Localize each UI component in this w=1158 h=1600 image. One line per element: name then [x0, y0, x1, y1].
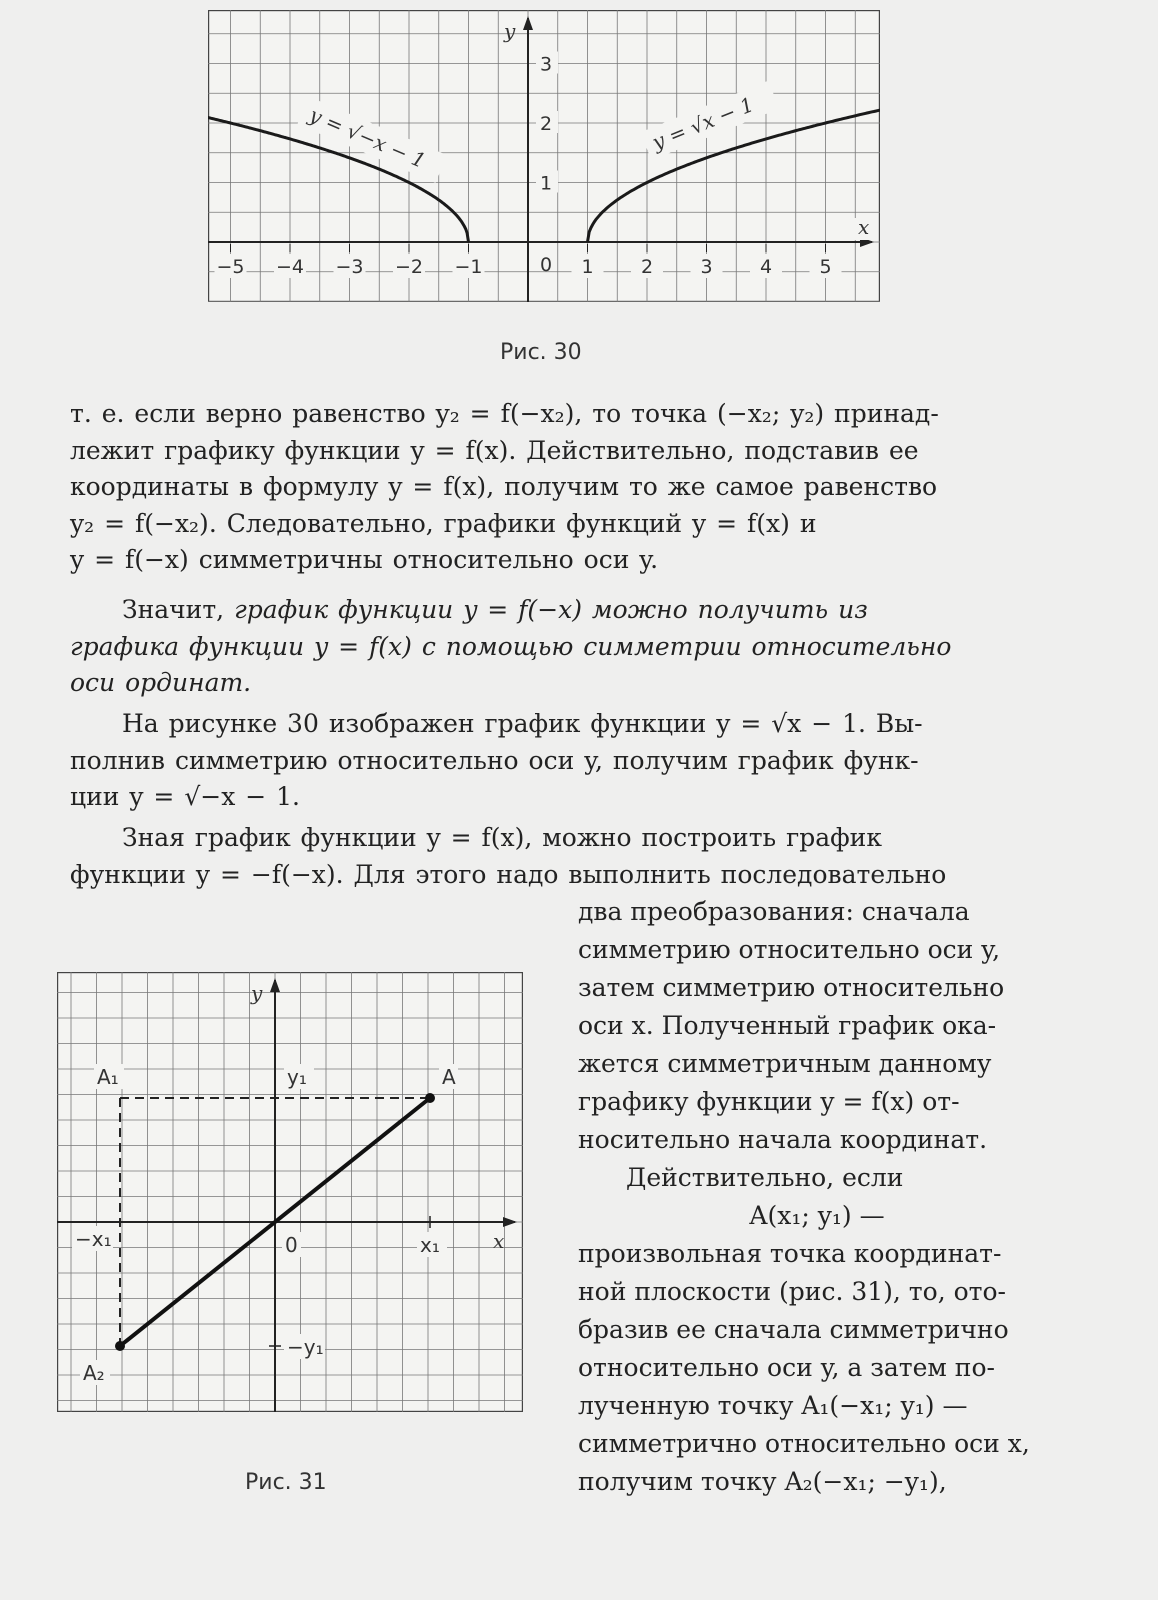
text-line: относительно оси y, а затем по-	[578, 1353, 995, 1382]
text-line: Зная график функции y = f(x), можно построить график	[122, 823, 882, 852]
text-line: На рисунке 30 изображен график функции y = √x − 1. Вы-	[122, 709, 923, 738]
curve-left-label: y = √−x − 1	[305, 102, 430, 173]
label-A: A	[442, 1065, 456, 1089]
paragraph-3	[70, 706, 1035, 816]
x-tick-label: 3	[700, 256, 713, 278]
paragraph-2	[70, 592, 1035, 702]
point-A	[425, 1093, 435, 1103]
paragraph-4	[70, 820, 1035, 893]
x-axis-label: x	[493, 1229, 505, 1253]
paragraph-1	[70, 396, 1035, 579]
y-tick-label: 2	[539, 113, 553, 135]
figure-30	[208, 10, 880, 302]
text-italic: график функции y = f(−x) можно получить из	[224, 595, 868, 624]
text-line: Действительно, если	[626, 1163, 904, 1192]
y-axis-label: y	[504, 19, 516, 43]
y-axis-label: y	[251, 981, 263, 1005]
x-tick-label: −4	[275, 256, 305, 278]
figure-31	[57, 972, 523, 1412]
text-line: лежит графику функции y = f(x). Действительно, подставив ее	[70, 435, 919, 465]
label-x1: x₁	[420, 1233, 440, 1257]
figure-30-caption: Рис. 30	[500, 340, 582, 365]
text-line: носительно начала координат.	[578, 1125, 988, 1154]
text-line: полнив симметрию относительно оси y, получим график функ-	[70, 745, 919, 775]
side-text	[578, 893, 1056, 1501]
label-y1: y₁	[287, 1065, 307, 1089]
label-neg-y1: −y₁	[287, 1335, 324, 1359]
curve-right-label: y = √x − 1	[648, 92, 758, 155]
text-line: графика функции y = f(x) с помощью симметрии относительно	[70, 631, 952, 661]
text-line: ной плоскости (рис. 31), то, ото-	[578, 1277, 1006, 1306]
text-line: два преобразования: сначала	[578, 897, 970, 926]
text-line: y₂ = f(−x₂). Следовательно, графики функций y = f(x) и	[70, 508, 817, 538]
text-line: y = f(−x) симметричны относительно оси y.	[70, 545, 659, 574]
text-line: симметрично относительно оси x,	[578, 1429, 1030, 1458]
text-line: функции y = −f(−x). Для этого надо выполнить последовательно	[70, 859, 947, 889]
text-line: A(x₁; y₁) —	[749, 1201, 885, 1230]
x-tick-label: −3	[335, 256, 364, 278]
x-tick-label: 2	[640, 256, 654, 278]
label-A1: A₁	[97, 1065, 119, 1089]
x-tick-label: 1	[581, 256, 594, 278]
y-tick-label: 3	[539, 53, 553, 76]
x-axis-label: x	[858, 215, 870, 239]
label-A2: A₂	[83, 1361, 105, 1385]
x-tick-label: −2	[394, 256, 424, 278]
text-line: бразив ее сначала симметрично	[578, 1315, 1009, 1344]
x-tick-label: 4	[759, 256, 773, 278]
x-tick-label: −1	[454, 256, 483, 278]
text-line: лученную точку A₁(−x₁; y₁) —	[578, 1391, 968, 1420]
text-line: затем симметрию относительно	[578, 973, 1005, 1002]
origin-label: 0	[285, 1233, 298, 1257]
text-line: произвольная точка координат-	[578, 1239, 1002, 1268]
text-line: графику функции y = f(x) от-	[578, 1087, 960, 1116]
text-line: оси x. Полученный график ока-	[578, 1011, 997, 1040]
point-A2	[115, 1341, 125, 1351]
label-neg-x1: −x₁	[75, 1227, 112, 1251]
text-line: т. е. если верно равенство y₂ = f(−x₂), то точка (−x₂; y₂) принад-	[70, 399, 939, 428]
x-tick-label: −5	[216, 256, 245, 278]
origin-label: 0	[540, 254, 553, 276]
x-tick-label: 5	[819, 256, 832, 278]
figure-31-caption: Рис. 31	[245, 1470, 327, 1495]
figure-31-graph	[57, 972, 523, 1412]
text-line: симметрию относительно оси y,	[578, 935, 1001, 964]
figure-30-graph	[208, 10, 880, 302]
text-line	[70, 592, 1035, 629]
text-line: ции y = √−x − 1.	[70, 782, 300, 811]
text-line: жется симметричным данному	[578, 1049, 992, 1078]
y-tick-label: 1	[539, 172, 553, 195]
text-line: оси ординат.	[70, 668, 252, 697]
text-lead: Значит,	[122, 595, 225, 624]
text-line: получим точку A₂(−x₁; −y₁),	[578, 1467, 947, 1496]
text-line: координаты в формулу y = f(x), получим то же самое равенство	[70, 472, 938, 501]
